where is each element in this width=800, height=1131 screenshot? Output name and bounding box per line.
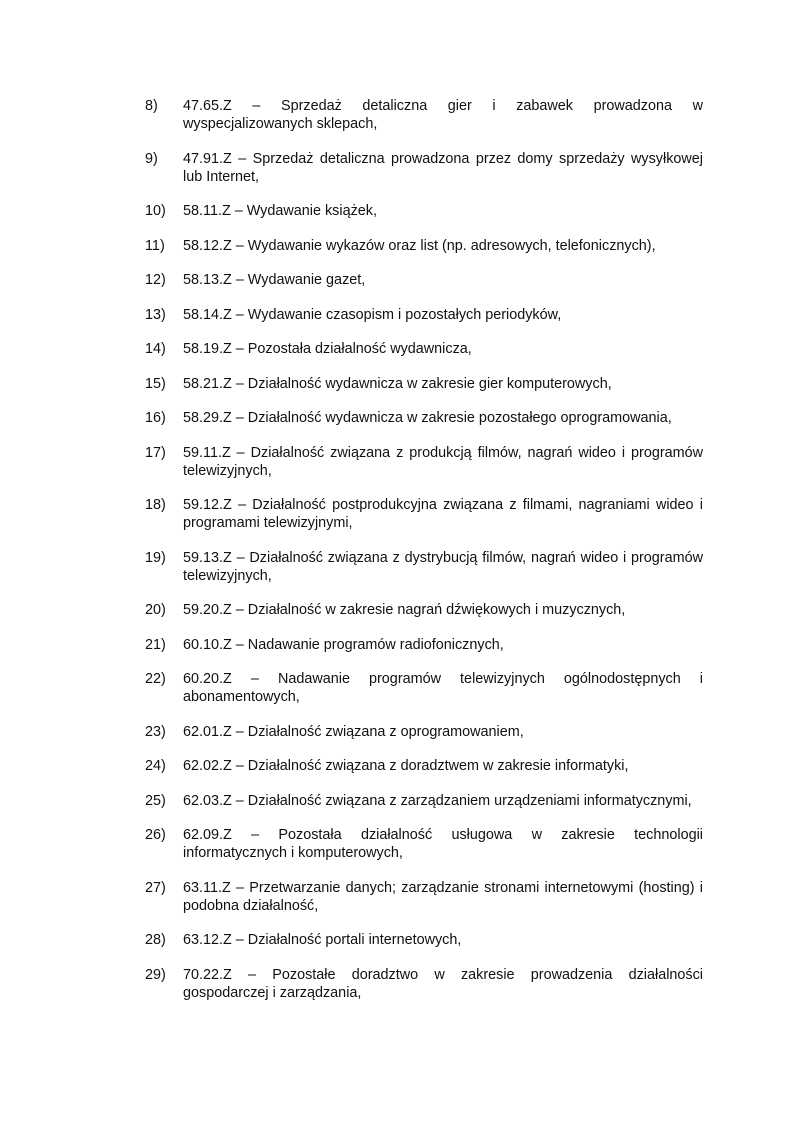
- list-item-text: 62.03.Z – Działalność związana z zarządzaniem urządzeniami informatycznymi,: [183, 792, 692, 809]
- list-item-text: 63.12.Z – Działalność portali internetowych,: [183, 932, 462, 948]
- list-item-text: 59.12.Z – Działalność postprodukcyjna związana z filmami, nagraniami wideo i programami telewizyjnymi,: [183, 497, 703, 531]
- list-item-number: 28): [145, 932, 166, 948]
- list-item-text: 62.01.Z – Działalność związana z oprogramowaniem,: [183, 723, 524, 740]
- list-item-text: 59.13.Z – Działalność związana z dystrybucją filmów, nagrań wideo i programów telewizyjnych,: [183, 549, 703, 584]
- list-item-number: 13): [145, 306, 166, 323]
- list-item: [0, 723, 800, 741]
- list-item-number: 11): [145, 237, 165, 254]
- list-item: [0, 375, 800, 393]
- list-item-text: 58.21.Z – Działalność wydawnicza w zakresie gier komputerowych,: [183, 375, 612, 392]
- list-item-number: 19): [145, 549, 166, 566]
- list-item-text: 47.91.Z – Sprzedaż detaliczna prowadzona przez domy sprzedaży wysyłkowej lub Internet,: [183, 150, 703, 185]
- list-item-text: 58.11.Z – Wydawanie książek,: [183, 203, 377, 219]
- list-item-text: 47.65.Z – Sprzedaż detaliczna gier i zabawek prowadzona w wyspecjalizowanych sklepach,: [183, 98, 703, 132]
- list-item-text: 62.02.Z – Działalność związana z doradztwem w zakresie informatyki,: [183, 758, 629, 774]
- list-item-text: 58.29.Z – Działalność wydawnicza w zakresie pozostałego oprogramowania,: [183, 410, 672, 426]
- list-item-number: 12): [145, 272, 166, 288]
- list-item: [0, 826, 800, 862]
- list-item-number: 24): [145, 758, 166, 774]
- list-item: [0, 792, 800, 810]
- list-item-number: 15): [145, 375, 166, 392]
- list-item-number: 14): [145, 341, 166, 357]
- list-item-number: 22): [145, 671, 166, 687]
- list-item-text: 62.09.Z – Pozostała działalność usługowa w zakresie technologii informatycznych i komputerowych,: [183, 827, 703, 861]
- list-item: [0, 931, 800, 949]
- list-item: [0, 444, 800, 480]
- list-item-number: 17): [145, 444, 166, 461]
- list-item-text: 59.11.Z – Działalność związana z produkcją filmów, nagrań wideo i programów telewizyjnych,: [183, 444, 703, 479]
- list-item-number: 20): [145, 602, 166, 618]
- list-item: [0, 340, 800, 358]
- list-item-text: 59.20.Z – Działalność w zakresie nagrań dźwiękowych i muzycznych,: [183, 602, 626, 618]
- list-item-number: 16): [145, 410, 166, 426]
- list-item: [0, 306, 800, 324]
- list-item-text: 63.11.Z – Przetwarzanie danych; zarządzanie stronami internetowymi (hosting) i podobna działalność,: [183, 879, 703, 914]
- list-item-text: 58.19.Z – Pozostała działalność wydawnicza,: [183, 341, 472, 357]
- list-item-number: 27): [145, 879, 166, 896]
- list-item-number: 10): [145, 203, 166, 219]
- list-item-text: 58.13.Z – Wydawanie gazet,: [183, 272, 366, 288]
- list-item: [0, 202, 800, 220]
- list-item: [0, 879, 800, 915]
- list-item: [0, 966, 800, 1002]
- pkd-code-list: [0, 97, 800, 1018]
- list-item-text: 60.10.Z – Nadawanie programów radiofonicznych,: [183, 636, 504, 653]
- list-item: [0, 670, 800, 706]
- list-item: [0, 636, 800, 654]
- list-item: [0, 150, 800, 186]
- list-item-number: 25): [145, 792, 166, 809]
- list-item: [0, 757, 800, 775]
- list-item-text: 60.20.Z – Nadawanie programów telewizyjnych ogólnodostępnych i abonamentowych,: [183, 671, 703, 705]
- list-item: [0, 601, 800, 619]
- list-item: [0, 237, 800, 255]
- list-item-number: 8): [145, 98, 158, 114]
- list-item-number: 29): [145, 966, 166, 983]
- list-item-text: 58.14.Z – Wydawanie czasopism i pozostałych periodyków,: [183, 306, 562, 323]
- list-item-text: 70.22.Z – Pozostałe doradztwo w zakresie prowadzenia działalności gospodarczej i zarządzania,: [183, 966, 703, 1001]
- list-item: [0, 271, 800, 289]
- list-item: [0, 409, 800, 427]
- list-item-number: 18): [145, 497, 166, 513]
- list-item-number: 21): [145, 636, 166, 653]
- list-item-number: 26): [145, 827, 166, 843]
- list-item: [0, 496, 800, 532]
- list-item-text: 58.12.Z – Wydawanie wykazów oraz list (np. adresowych, telefonicznych),: [183, 237, 656, 254]
- list-item: [0, 97, 800, 133]
- list-item-number: 23): [145, 723, 166, 740]
- list-item: [0, 549, 800, 585]
- list-item-number: 9): [145, 150, 158, 167]
